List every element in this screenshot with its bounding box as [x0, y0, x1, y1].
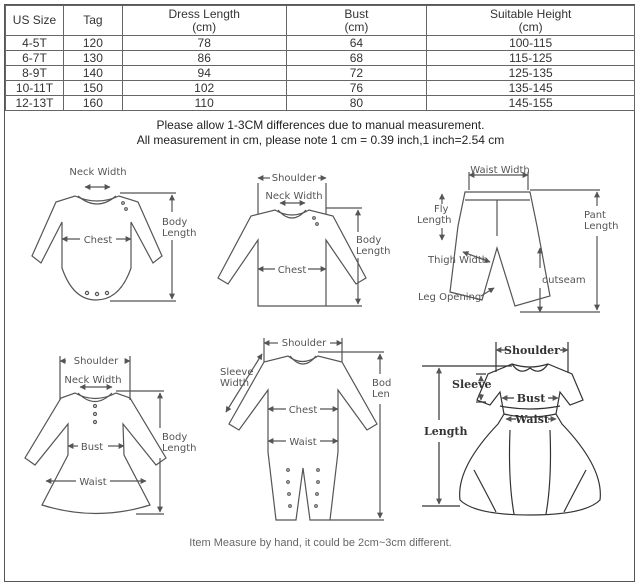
- top-length-label: Length: [356, 246, 391, 257]
- cell-tag: 130: [63, 51, 122, 66]
- romper-chest-label: Chest: [288, 405, 318, 416]
- pants-thigh-label: Thigh Width: [428, 255, 489, 266]
- dress-length-label: Length: [162, 443, 197, 454]
- top-neck-label: Neck Width: [265, 191, 323, 202]
- romper-length-label: Len: [372, 389, 390, 400]
- cell-height: 125-135: [427, 66, 635, 81]
- pants-waist-label: Waist Width: [470, 165, 530, 176]
- romper-width-label: Width: [220, 378, 250, 389]
- cell-dress-length: 94: [122, 66, 286, 81]
- cell-bust: 76: [286, 81, 427, 96]
- note-line-1: Please allow 1-3CM differences due to manual measurement.: [156, 118, 485, 132]
- gown-shoulder-label: Shoulder: [504, 344, 560, 357]
- header-suitable-height-text: Suitable Height (cm): [489, 6, 572, 34]
- bodysuit-body-label: Body: [162, 217, 188, 228]
- header-bust-text: Bust (cm): [344, 6, 369, 34]
- dress-shoulder-label: Shoulder: [73, 356, 119, 367]
- cell-bust: 80: [286, 96, 427, 111]
- pants-leg-label: Leg Opening: [418, 292, 482, 303]
- header-us-size: US Size: [6, 6, 64, 36]
- cell-height: 145-155: [427, 96, 635, 111]
- cell-dress-length: 102: [122, 81, 286, 96]
- bodysuit-length-label: Length: [162, 228, 197, 239]
- gown-sleeve-label: Sleeve: [452, 378, 492, 391]
- cell-tag: 120: [63, 36, 122, 51]
- cell-dress-length: 110: [122, 96, 286, 111]
- cell-height: 100-115: [427, 36, 635, 51]
- pants-pant-label: Pant: [584, 210, 606, 221]
- romper-sleeve-label: Sleeve: [220, 367, 254, 378]
- cell-bust: 72: [286, 66, 427, 81]
- cell-tag: 150: [63, 81, 122, 96]
- cell-bust: 68: [286, 51, 427, 66]
- note-line-2: All measurement in cm, please note 1 cm = 0.39 inch,1 inch=2.54 cm: [136, 133, 505, 147]
- cell-us-size: 8-9T: [6, 66, 64, 81]
- cell-us-size: 12-13T: [6, 96, 64, 111]
- cell-tag: 140: [63, 66, 122, 81]
- top-body-label: Body: [356, 235, 382, 246]
- romper-shoulder-label: Shoulder: [281, 338, 327, 349]
- pants-diagram: [442, 172, 600, 312]
- dress-body-label: Body: [162, 432, 188, 443]
- dress-neck-label: Neck Width: [64, 375, 122, 386]
- cell-height: 115-125: [427, 51, 635, 66]
- gown-bust-label: Bust: [516, 392, 546, 405]
- cell-tag: 160: [63, 96, 122, 111]
- top-shoulder-label: Shoulder: [271, 173, 317, 184]
- cell-height: 135-145: [427, 81, 635, 96]
- romper-body-label: Bod: [372, 378, 392, 389]
- cell-dress-length: 78: [122, 36, 286, 51]
- header-dress-length-text: Dress Length (cm): [168, 6, 240, 34]
- pants-outseam-label: outseam: [542, 275, 586, 286]
- romper-waist-label: Waist: [289, 437, 317, 448]
- cell-dress-length: 86: [122, 51, 286, 66]
- dress-waist-label: Waist: [79, 477, 107, 488]
- gown-waist-label: Waist: [515, 413, 549, 426]
- cell-us-size: 10-11T: [6, 81, 64, 96]
- cell-us-size: 4-5T: [6, 36, 64, 51]
- bodysuit-chest-label: Chest: [83, 235, 113, 246]
- header-tag: Tag: [63, 6, 122, 36]
- gown-length-label: Length: [424, 425, 468, 438]
- dress-bust-label: Bust: [80, 442, 104, 453]
- romper-diagram: [226, 338, 384, 520]
- pants-fly-label: Fly: [434, 204, 449, 215]
- bodysuit-neck-label: Neck Width: [69, 167, 127, 178]
- cell-us-size: 6-7T: [6, 51, 64, 66]
- pants-length-label: Length: [584, 221, 619, 232]
- pants-fly-length-label: Length: [417, 215, 452, 226]
- cell-bust: 64: [286, 36, 427, 51]
- footer-note: Item Measure by hand, it could be 2cm~3cm different.: [189, 537, 452, 549]
- top-chest-label: Chest: [277, 265, 307, 276]
